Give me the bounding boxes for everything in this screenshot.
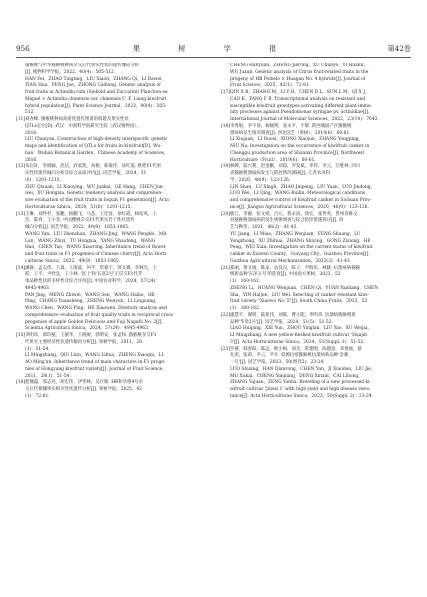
reference-number: [20] <box>221 211 231 217</box>
reference-number: [17] <box>221 90 231 95</box>
reference-entry <box>16 212 206 266</box>
reference-number: [14] <box>16 265 26 271</box>
left-column <box>16 63 206 583</box>
reference-text: 刘春峰. 猕猴桃种间高密度遗传图谱的构建及果实性状 QTLs定位[D]. 武汉：中国科学院研究生院（武汉植物园）， 2016. LIU Chunyan. Construction of high-density interspecific genetic maps and identification of QTLs for fruits in kiwifruit[D]. Wu- han：Wuhan Botanical Garden，Chinese Academy of Sciences， 2016. <box>25 117 169 163</box>
reference-entry <box>16 266 206 334</box>
reference-text: 猕猴桃与中华猕猴桃种间杂交后代果实性状的遗传倾向分析 [J]. 植物科学学报，2022，40(4)：505-512. HAN Fei，ZHAO Tingting，LIU Xiaoli，ZHANG Qi，LI Dawei， TIAN Hua，PENG Jue，ZHONG Caihong. Genetic analysis of fruit traits in Actinidia rufa (Siebold and Zuccarini) Planchon ex Miquel × Actinidia chinensis var. chinensis C. F. Liang kiwifruit hybrid population[J]. Plant Science Journal，2022，40(4)：505- 512. <box>25 63 168 116</box>
reference-number: [11] <box>16 117 26 122</box>
journal-title: 果 树 学 报 <box>132 44 295 53</box>
reference-text: QIN X B，ZHANG M，LI Y H，CHEN D L，SUN L M，QI X J， CAO K，FANG F B. Transcriptional analysis on resistant and susceptible kiwifruit genotypes activating different plant-immu- nity processes against Pseudomonas syringae pv. actinidiae[J]. International Journal of Molecular Sciences，2022，23(14)：7643. <box>230 90 379 122</box>
reference-text: 鹿江，李静，张文娟，吕元，程永清，徐宏，张世英，贵州省修文 县猕猴桃溃疡病的发生规律调查与综合防控措施探讨[J]. 园 艺与种苗，2021，46(2)：41-43. YU Jiang，LI Miao，ZHANG Wenjuan，FENG Shuang，LU Yongzhong，XU Zhihua，ZHANG Shiying，GONG Zixiong，HE Peng，WEI Xian. Investigation on the current status of kiwifruit canker in Xiuwen County，Guiyang City，Guizhou Province[J]. Guizhou Agricultural Mechanization，2022(3)：41-43. <box>230 211 373 264</box>
reference-entry <box>221 347 411 401</box>
reference-number: [13] <box>16 211 26 217</box>
page-header <box>16 44 411 56</box>
reference-text: 李秀娟，李宇徐，杨婉瑛，张永平，牛黎. 陕西城固产区猕猴桃 溃疡病发生情况调查[J]. 西北园艺（果树），2019(6)：60-61. LI Xiujuan，LI Duoxi，XIONG Xiaojun，ZHANG Yongping， NIU Na. Investigation on the occurrence of kiwifruit canker in Chenggu production area of Shaanxi Province[J]. Northwest Horticulture（Fruit），2019(6)：60-61. <box>230 123 370 163</box>
reference-entry <box>221 124 411 165</box>
reference-number: [19] <box>221 164 231 170</box>
reference-number: [18] <box>221 123 231 129</box>
header-rule <box>16 57 411 58</box>
reference-number: [23] <box>221 346 231 352</box>
reference-entry <box>16 63 206 117</box>
reference-number: [21] <box>221 265 231 271</box>
reference-text: 李明章，邱均植，王骏华，王晓俊，郭明安，张孟和. 猕猴桃杂交F1 代果实主要经济性状遗传倾向分析[J]. 果树学报，2011，28 (1)：51-54. LI Mingzhang，QIU Linu，WANG Lihua，ZHENG Xiaoqin，LI- AO Ming'an. Inheritance trend of main characters in F1 proge- nies of Hongyang kiwifruit variety[J]. Journal of Fruit Science， 2011，28(1)：51-54. <box>25 333 167 379</box>
reference-text: CHENG Hanyuan，ZHENG Jierong，XU Chunye，YI Hualin， WU Juxun. Genetic analysis of Citrus fruit-related traits in the progeny of HB Pomelo × Huagan No. 4 hybrids[J]. Journal of Fruit Science，2025，42(1)：72-81. <box>230 63 369 89</box>
reference-entry <box>221 313 411 347</box>
reference-entry <box>221 90 411 124</box>
reference-entry <box>16 117 206 164</box>
reference-text: 朱启轩，李晓颖，武洁，武家凯，高根，陈俊伟，徐红霞. 枇杷F1代果 实性状遗传倾向分析及综合品质评价[J]. 园艺学报，2024，51 (6)：1201-1215. ZHU Qixuan，LI Xiaoying，WU Junkai，GE Hang，CHEN Jun- wei，XU Hongxia. Genetic tendency analysis and comprehen- sive evaluation of the fruit traits in loquat F1 generation[J]. Acta Horticulturae Sinica，2024，51(6)：1201-1215. <box>25 164 169 210</box>
reference-text: 林嫦，陆兴利，赵金鹏，刘琼，罗发斌，李伟，李云，汪胜林. 四川 省猕猴桃溃疡病发生与防控情况调研[J]. 江苏农业科 学，2020，48(9)：123-126. LIN Shan，LU Xingli，ZHAO Jinpeng，LIU Yuan，LUO Jindong， LUO Wei，LI Qing，WANG Ruilin. Meteorological conditions and comprehensive control of kiwifruit canker in Sichuan Prov- ince[J]. Jiangsu Agricultural Sciences，2020，48(9)：123-126. <box>230 164 375 210</box>
reference-text: 廖慧平，谢明，陆苑伟，刘陈，曹小能，李明章. 抗溃病猕猴桃新 品种'华金3号'[J]. 园艺学报，2024，51(5)：51-52. LIAO Huiping，XIE Yun，ZHOU Yinglan，LIU Yao，XU Weijia， LI Mingzhang. A new yellow-fleshed kiwifruit cultivar 'Huajin 3'[J]. Acta Horticulturae Sinica，2024，51(Suppl. 1)：51-52. <box>230 312 372 345</box>
reference-text: 郑丽，黄文娟，陈泰，袁良良，陈子，尹海军，林晓. 抗溃疡病猕猴 桃新品种'东泽五号'的选育[J]. 中国南方果树，2023，52 (1)：160-162. ZHENG Li，HUANG Wenjuan，CHEN Qi，YUAN Yanliang，CHEN Sha，YIN Haijun，LIU Wei. Selecting of canker resistant kiwi- fruit variety "Xiaowo No. 5"[J]. South China Fruits，2023，52 (1)：160-162. <box>230 265 379 311</box>
reference-text: 罗赛，韩春阳，陈远，欧小梅，刘杰，常建刚，陈德富，邓勇强，蔡 扎鸿，张莉，李云，尹开. 低源抗寒猕猴桃抗溃病新品种'金赛 一号'[J]. 园艺学报，2023，50(增刊2)：23-24. LUO Shuang，HAN Qianrong，CHEN Yan，JI Xiaomei，LIU Jie， MU Xukai，CHENG Yanjiang，DENG Xinxin，CAI Lihong， ZHANG Yajuan，ZENG Yanliu. Breeding of a new processed ki- wifruit cultivar 'Jinsai 1' with high yield and high disease resis- tance[J]. Acta Horticulturae Sinica，2023，50(Suppl. 2)：23-24. <box>230 346 376 399</box>
reference-number: [22] <box>221 312 231 318</box>
reference-entry <box>221 212 411 266</box>
reference-entry <box>16 164 206 211</box>
reference-number <box>221 63 230 90</box>
reference-entry <box>221 266 411 313</box>
reference-number: [15] <box>16 333 26 338</box>
right-column <box>221 63 411 583</box>
reference-entry <box>16 333 206 380</box>
reference-entry <box>16 380 206 400</box>
reference-text: 王琳，刘怀杉，张鹏，杨鹏飞，马荟，王佳蓉，徐红霞，杨绍凤，王 浩，陈春，王小菲. 中国樱桃杂交F1代果实若干性状遗传 倾向分析[J]. 园艺学报，2022，49(9)：1853-1865. WANG Yan，LIU Zhenshan，ZHANG Jing，WANG Pengfei，MA Lun，WANG Zhiyi，TU Hongxia，YANG Shaofeng，WANG Hao，CHEN Tao，WANG Xiaorong. Inheritance trend of flower and fruit traits in F1 progenies of Chinese cherry[J]. Acta Horti- culturae Sinica，2022，49(9)：1853-1865. <box>25 211 168 264</box>
reference-number: [16] <box>16 380 26 386</box>
reference-entry <box>221 63 411 90</box>
reference-number: [12] <box>16 164 26 170</box>
reference-text: 程豫磊，邹志亮，胡宏伟，伊华林，吴巨勋. HB和华柑4号杂 交后代柑橘果实相关性状遗传分析[J]. 果树学报，2025，42 (1)：72-81. <box>25 380 144 399</box>
page-number: 956 <box>16 44 30 53</box>
reference-number <box>16 63 25 117</box>
volume-label: 第42卷 <box>387 44 411 53</box>
reference-entry <box>221 164 411 211</box>
reference-text: 潘静，孟志伟，王森，王海波，何平，常蒙宇，郭文赛，李林光，王 跃，王平，尹欣宜，王小林. '富士'和'长富2号'正反交F1代苹 果品种性状的多样性及综合评价[J]. 中国农业科学，2024，57(24)： 4945-4963. PAN Jing，MENG Zhiwei，WANG Sen，WANG Haibo，HE Ping，CHANG Yuansheng，ZHENG Wenyun，LI Linguang， WANG Chen，WANG Ping，HE Xiaowen. Diversity analysis and comprehensive evaluation of fruit quality traits in reciprocal cross progenies of apple Golden Delicious and Fuji Nagafu No. 2[J]. Scientia Agricultura Sinica，2024，57(24)：4945-4963. <box>25 265 173 332</box>
